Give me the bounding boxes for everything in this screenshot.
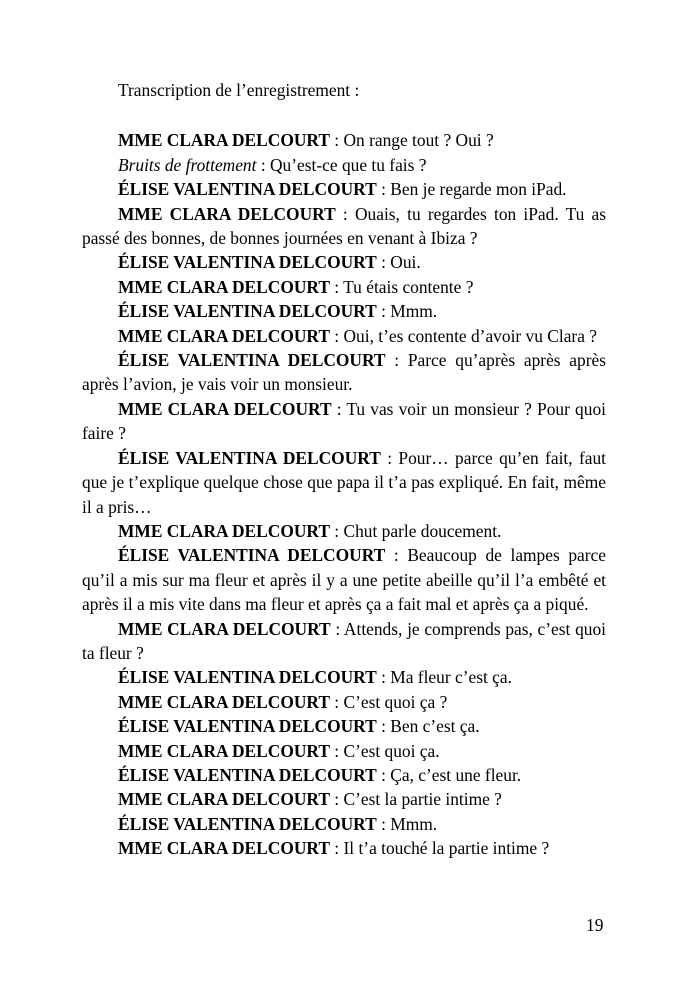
utterance-text: Chut parle doucement. [343, 520, 502, 541]
utterance-text: Beaucoup de lampes parce qu’il a mis sur ma fleur et après il y a une petite abeille qu’il l’a embêté et après il a mis vite dans ma fleur et après ça a fait mal et après ça a piqué. [82, 545, 606, 615]
speaker-separator: : [385, 350, 408, 371]
transcript-line [82, 519, 606, 543]
transcript-line [82, 714, 606, 738]
speaker-name: ÉLISE VALENTINA DELCOURT [118, 667, 377, 688]
speaker-name: ÉLISE VALENTINA DELCOURT [118, 252, 377, 273]
transcript-line [82, 250, 606, 274]
speaker-name: ÉLISE VALENTINA DELCOURT [118, 545, 386, 566]
speaker-separator: : [329, 130, 344, 151]
speaker-name: MME CLARA DELCOURT [118, 520, 330, 541]
transcript-line [82, 665, 606, 689]
transcript-line [82, 348, 606, 397]
speaker-separator: : [329, 276, 344, 297]
speaker-separator: : [329, 789, 344, 810]
speaker-separator: : [380, 447, 399, 468]
speaker-name: ÉLISE VALENTINA DELCOURT [118, 301, 377, 322]
utterance-text: Tu vas voir un monsieur ? Pour quoi faire ? [82, 398, 606, 444]
utterance-text: Qu’est-ce que tu fais ? [270, 154, 427, 175]
speaker-name: MME CLARA DELCOURT [118, 789, 330, 810]
page-number: 19 [586, 915, 604, 935]
utterance-text: Oui, t’es contente d’avoir vu Clara ? [343, 325, 598, 346]
utterance-text: C’est quoi ça. [343, 740, 440, 761]
transcript-line [82, 446, 606, 519]
transcript-line [82, 836, 606, 860]
utterance-text: Attends, je comprends pas, c’est quoi ta fleur ? [82, 618, 606, 663]
speaker-name: MME CLARA DELCOURT [118, 276, 330, 297]
transcript-line [82, 617, 606, 666]
speaker-name: MME CLARA DELCOURT [118, 203, 336, 224]
speaker-name: MME CLARA DELCOURT [118, 325, 330, 346]
speaker-separator: : [376, 179, 391, 200]
transcript-line [82, 177, 606, 201]
transcript-line [82, 299, 606, 323]
utterance-text: Ma fleur c’est ça. [390, 667, 512, 688]
speaker-separator: : [376, 252, 391, 273]
speaker-separator: : [376, 813, 391, 834]
transcript-line [82, 763, 606, 787]
speaker-name: MME CLARA DELCOURT [118, 838, 330, 859]
transcript-line [82, 812, 606, 836]
transcript-line [82, 202, 606, 251]
transcript-lines [82, 128, 606, 860]
transcript-line [82, 324, 606, 348]
speaker-name: ÉLISE VALENTINA DELCOURT [118, 447, 381, 468]
speaker-separator: : [335, 203, 355, 224]
transcript-line [82, 543, 606, 616]
utterance-text: C’est quoi ça ? [343, 691, 448, 712]
transcript-line [82, 128, 606, 152]
utterance-text: Tu étais contente ? [343, 276, 474, 297]
utterance-text: On range tout ? Oui ? [343, 130, 494, 151]
speaker-name: ÉLISE VALENTINA DELCOURT [118, 179, 377, 200]
speaker-separator: : [376, 764, 391, 785]
utterance-text: Pour… parce qu’en fait, faut que je t’explique quelque chose que papa il t’a pas expliqué. En fait, même il a pris… [82, 447, 607, 517]
speaker-name: ÉLISE VALENTINA DELCOURT [118, 716, 377, 737]
speaker-separator: : [329, 520, 344, 541]
utterance-text: Ça, c’est une fleur. [390, 764, 522, 785]
speaker-separator: : [376, 716, 391, 737]
transcript-line [82, 787, 606, 811]
speaker-separator: : [385, 545, 408, 566]
speaker-separator: : [329, 691, 344, 712]
transcript-line [82, 739, 606, 763]
speaker-separator: : [376, 301, 391, 322]
speaker-name: MME CLARA DELCOURT [118, 618, 331, 639]
speaker-separator: : [330, 618, 344, 639]
utterance-text: Mmm. [390, 813, 438, 834]
utterance-text: Il t’a touché la partie intime ? [343, 838, 550, 859]
speaker-name: MME CLARA DELCOURT [118, 691, 330, 712]
speaker-separator: : [331, 398, 347, 419]
speaker-name: ÉLISE VALENTINA DELCOURT [118, 764, 377, 785]
speaker-separator: : [329, 740, 344, 761]
speaker-name: ÉLISE VALENTINA DELCOURT [118, 350, 386, 371]
speaker-name: MME CLARA DELCOURT [118, 398, 332, 419]
speaker-name: MME CLARA DELCOURT [118, 740, 330, 761]
speaker-name: MME CLARA DELCOURT [118, 130, 330, 151]
utterance-text: C’est la partie intime ? [343, 789, 502, 810]
utterance-text: Oui. [390, 252, 421, 273]
transcript-line [82, 690, 606, 714]
utterance-text: Parce qu’après après après après l’avion, je vais voir un monsieur. [82, 350, 607, 395]
utterance-text: Ben c’est ça. [390, 716, 480, 737]
speaker-separator: : [329, 838, 344, 859]
utterance-text: Ben je regarde mon iPad. [390, 179, 567, 200]
page-title: Transcription de l’enregistrement : [118, 80, 360, 100]
transcript-line [82, 153, 606, 177]
document-page [82, 78, 606, 861]
speaker-separator: : [329, 325, 344, 346]
utterance-text: Ouais, tu regardes ton iPad. Tu as passé des bonnes, de bonnes journées en venant à Ibiza ? [82, 203, 607, 249]
transcript-line [82, 397, 606, 446]
speaker-separator: : [376, 667, 391, 688]
transcript-line [82, 275, 606, 299]
stage-direction: Bruits de frottement [118, 154, 257, 175]
speaker-name: ÉLISE VALENTINA DELCOURT [118, 813, 377, 834]
utterance-text: Mmm. [390, 301, 438, 322]
speaker-separator: : [256, 154, 270, 175]
